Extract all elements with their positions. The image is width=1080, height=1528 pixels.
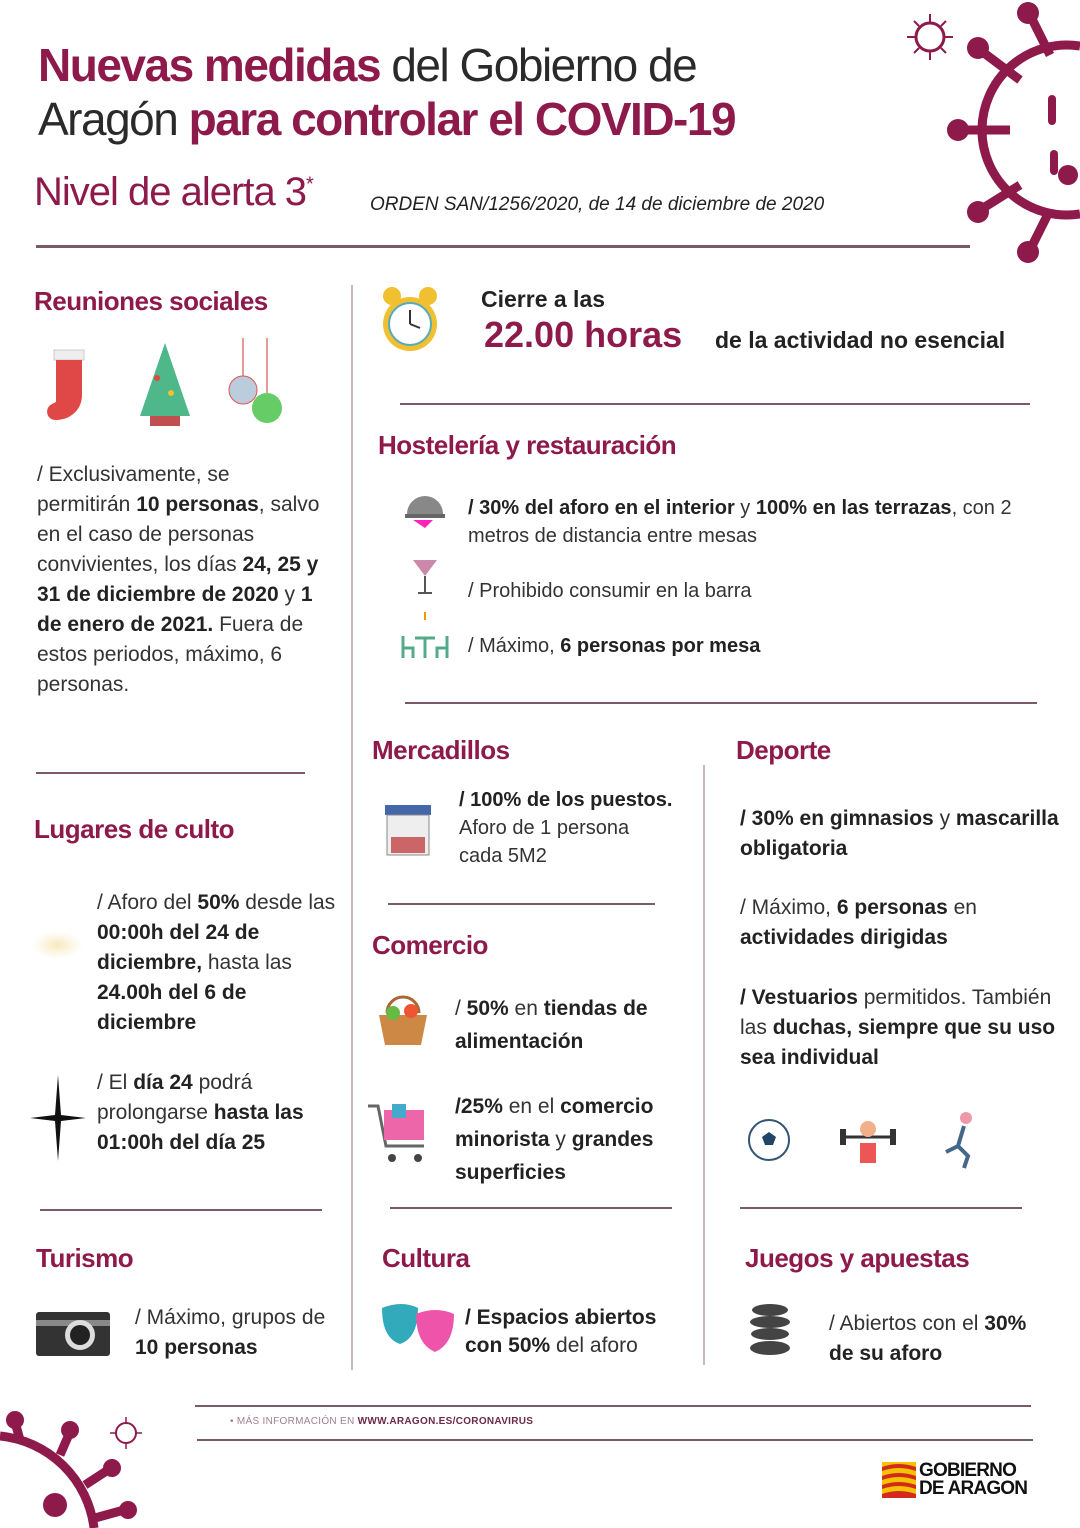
camera-icon (36, 1308, 110, 1356)
serving-cloche-icon (403, 490, 448, 530)
text-segment: en (947, 896, 977, 919)
bold-text-segment: 10 personas (136, 493, 259, 516)
text-segment: / El (97, 1071, 134, 1094)
text-segment: Fuera de estos periodos, máximo, 6 personas. (37, 613, 304, 696)
bold-text-segment: día 24 (133, 1071, 193, 1094)
text-segment: / Máximo, grupos de (135, 1306, 326, 1329)
divider (195, 1405, 1031, 1407)
section-title-reuniones: Reuniones sociales (34, 286, 268, 316)
christmas-tree-icon (135, 338, 195, 428)
logo-line-2: DE ARAGON (919, 1478, 1028, 1499)
bold-text-segment: comercio minorista (455, 1095, 654, 1151)
bold-text-segment: para controlar el COVID-19 (188, 93, 736, 145)
casino-chips-icon (748, 1302, 792, 1358)
divider (400, 403, 1030, 405)
section-title-juegos: Juegos y apuestas (745, 1243, 970, 1273)
bold-text-segment: 1 de enero de 2021. (37, 583, 313, 636)
deporte-text-3 (740, 983, 1070, 1073)
hosteleria-text-3 (468, 631, 1028, 661)
bold-text-segment: 50% (466, 997, 509, 1020)
more-info-label: MÁS INFORMACIÓN EN (236, 1416, 358, 1427)
text-segment: en el (502, 1095, 561, 1118)
section-title-turismo: Turismo (36, 1243, 134, 1273)
bold-text-segment: / 100% de los puestos. (459, 789, 673, 811)
bold-text-segment: duchas, siempre que su uso sea individual (740, 1016, 1056, 1069)
text-segment: permitidos. También las (740, 986, 1052, 1039)
text-segment: del Gobierno de (380, 39, 697, 91)
title-line-2 (38, 92, 735, 146)
text-segment: , con 2 metros de distancia entre mesas (468, 497, 1012, 547)
comercio-text-2 (455, 1090, 695, 1189)
christmas-ornaments-icon (225, 338, 285, 426)
alert-level-text: Nivel de alerta 3 (34, 170, 307, 214)
bold-text-segment: 100% en las terrazas (755, 497, 952, 519)
small-virus-icon (108, 1415, 144, 1451)
divider (390, 1207, 672, 1209)
text-segment: / (455, 997, 467, 1020)
hosteleria-text-1 (468, 494, 1038, 550)
divider (405, 702, 1037, 704)
text-segment: y (549, 1128, 572, 1151)
text-segment: / Abiertos con el (829, 1312, 985, 1335)
sparkle-icon (30, 930, 85, 960)
text-segment: / Exclusivamente, se permitirán (37, 463, 230, 516)
text-segment: / Prohibido consumir en la barra (468, 580, 752, 602)
divider (197, 1439, 1033, 1441)
culto-text-1 (97, 888, 345, 1038)
reuniones-text (37, 460, 322, 700)
bold-text-segment: grandes superficies (455, 1128, 654, 1184)
bold-text-segment: hasta las 01:00h del día 25 (97, 1101, 304, 1154)
asterisk: * (306, 173, 313, 196)
alarm-clock-icon (380, 284, 440, 358)
bold-text-segment: /25% (455, 1095, 503, 1118)
section-title-comercio: Comercio (372, 930, 488, 960)
section-title-hosteleria: Hostelería y restauración (378, 430, 677, 460)
bold-text-segment: / Vestuarios (740, 986, 858, 1009)
bold-text-segment: / Espacios abiertos con 50% (465, 1306, 657, 1357)
section-title-cultura: Cultura (382, 1243, 470, 1273)
juegos-text (829, 1309, 1029, 1369)
text-segment: y (278, 583, 301, 606)
divider (740, 1207, 1022, 1209)
cierre-time: 22.00 horas (484, 314, 683, 355)
runner-icon (942, 1110, 978, 1170)
text-segment: / Máximo, (740, 896, 837, 919)
bold-text-segment: 24.00h del 6 de diciembre (97, 981, 247, 1034)
more-info: • MÁS INFORMACIÓN EN WWW.ARAGON.ES/CORONAVIRUS (230, 1416, 534, 1427)
divider (36, 245, 970, 248)
deporte-text-1 (740, 804, 1060, 864)
bold-text-segment: 10 personas (135, 1336, 258, 1359)
bold-text-segment: 6 personas (836, 896, 948, 919)
text-segment: y (734, 497, 756, 519)
logo-line-1: GOBIERNO (919, 1460, 1017, 1481)
virus-icon (940, 0, 1080, 265)
shopping-cart-icon (366, 1100, 432, 1166)
bold-text-segment: 50% (197, 891, 240, 914)
table-chairs-icon (400, 612, 450, 660)
deporte-text-2 (740, 893, 1060, 953)
soccer-ball-icon (747, 1118, 791, 1162)
column-divider (703, 765, 705, 1365)
cultura-text (465, 1304, 695, 1360)
bold-text-segment: 00:00h del 24 de diciembre, (97, 921, 260, 974)
text-segment: Aragón (38, 93, 189, 145)
text-segment: en (508, 997, 544, 1020)
grocery-basket-icon (375, 993, 431, 1047)
cierre-rest: de la actividad no esencial (715, 327, 1006, 353)
text-segment: podrá prolongarse (97, 1071, 253, 1124)
text-segment: Aforo de 1 persona cada 5M2 (459, 817, 630, 867)
divider (40, 1209, 322, 1211)
text-segment: / Aforo del (97, 891, 198, 914)
bold-text-segment: 6 personas por mesa (560, 635, 761, 657)
bold-text-segment: mascarilla obligatoria (740, 807, 1059, 860)
christmas-stocking-icon (42, 340, 102, 425)
theater-masks-icon (380, 1302, 456, 1354)
weightlifting-icon (838, 1115, 898, 1167)
text-segment: , salvo en el caso de personas convivientes, los días (37, 493, 320, 576)
more-info-link[interactable]: WWW.ARAGON.ES/CORONAVIRUS (357, 1416, 534, 1427)
bold-text-segment: 30% de su aforo (829, 1312, 1027, 1365)
hosteleria-text-2 (468, 576, 1028, 606)
title-line-1 (38, 38, 696, 92)
aragon-flag-icon (882, 1462, 916, 1498)
text-segment: desde las (239, 891, 336, 914)
culto-text-2 (97, 1068, 337, 1158)
star-icon (30, 1075, 86, 1161)
section-title-culto: Lugares de culto (34, 814, 235, 844)
text-segment: / Máximo, (468, 635, 561, 657)
alert-level (34, 170, 313, 215)
column-divider (351, 285, 353, 1370)
bold-text-segment: / 30% en gimnasios (740, 807, 934, 830)
small-virus-icon (905, 12, 955, 62)
text-segment: y (933, 807, 956, 830)
gobierno-aragon-logo (882, 1462, 1027, 1498)
bold-text-segment: 24, 25 y 31 de diciembre de 2020 (37, 553, 319, 606)
mercadillos-text (459, 786, 674, 870)
bold-text-segment: Nuevas medidas (38, 39, 381, 91)
divider (36, 772, 305, 774)
bold-text-segment: actividades dirigidas (740, 926, 948, 949)
section-title-mercadillos: Mercadillos (372, 735, 510, 765)
order-reference: ORDEN SAN/1256/2020, de 14 de diciembre de 2020 (370, 194, 825, 215)
section-title-deporte: Deporte (736, 735, 831, 765)
divider (388, 903, 655, 905)
bold-text-segment: tiendas de alimentación (455, 997, 648, 1053)
cocktail-icon (410, 552, 440, 597)
text-segment: del aforo (550, 1334, 638, 1357)
cierre-label: Cierre a las (481, 286, 606, 312)
bold-text-segment: / 30% del aforo en el interior (468, 497, 735, 519)
comercio-text-1 (455, 992, 695, 1058)
text-segment: hasta las (202, 951, 292, 974)
turismo-text (135, 1303, 335, 1363)
market-stall-icon (383, 803, 433, 857)
